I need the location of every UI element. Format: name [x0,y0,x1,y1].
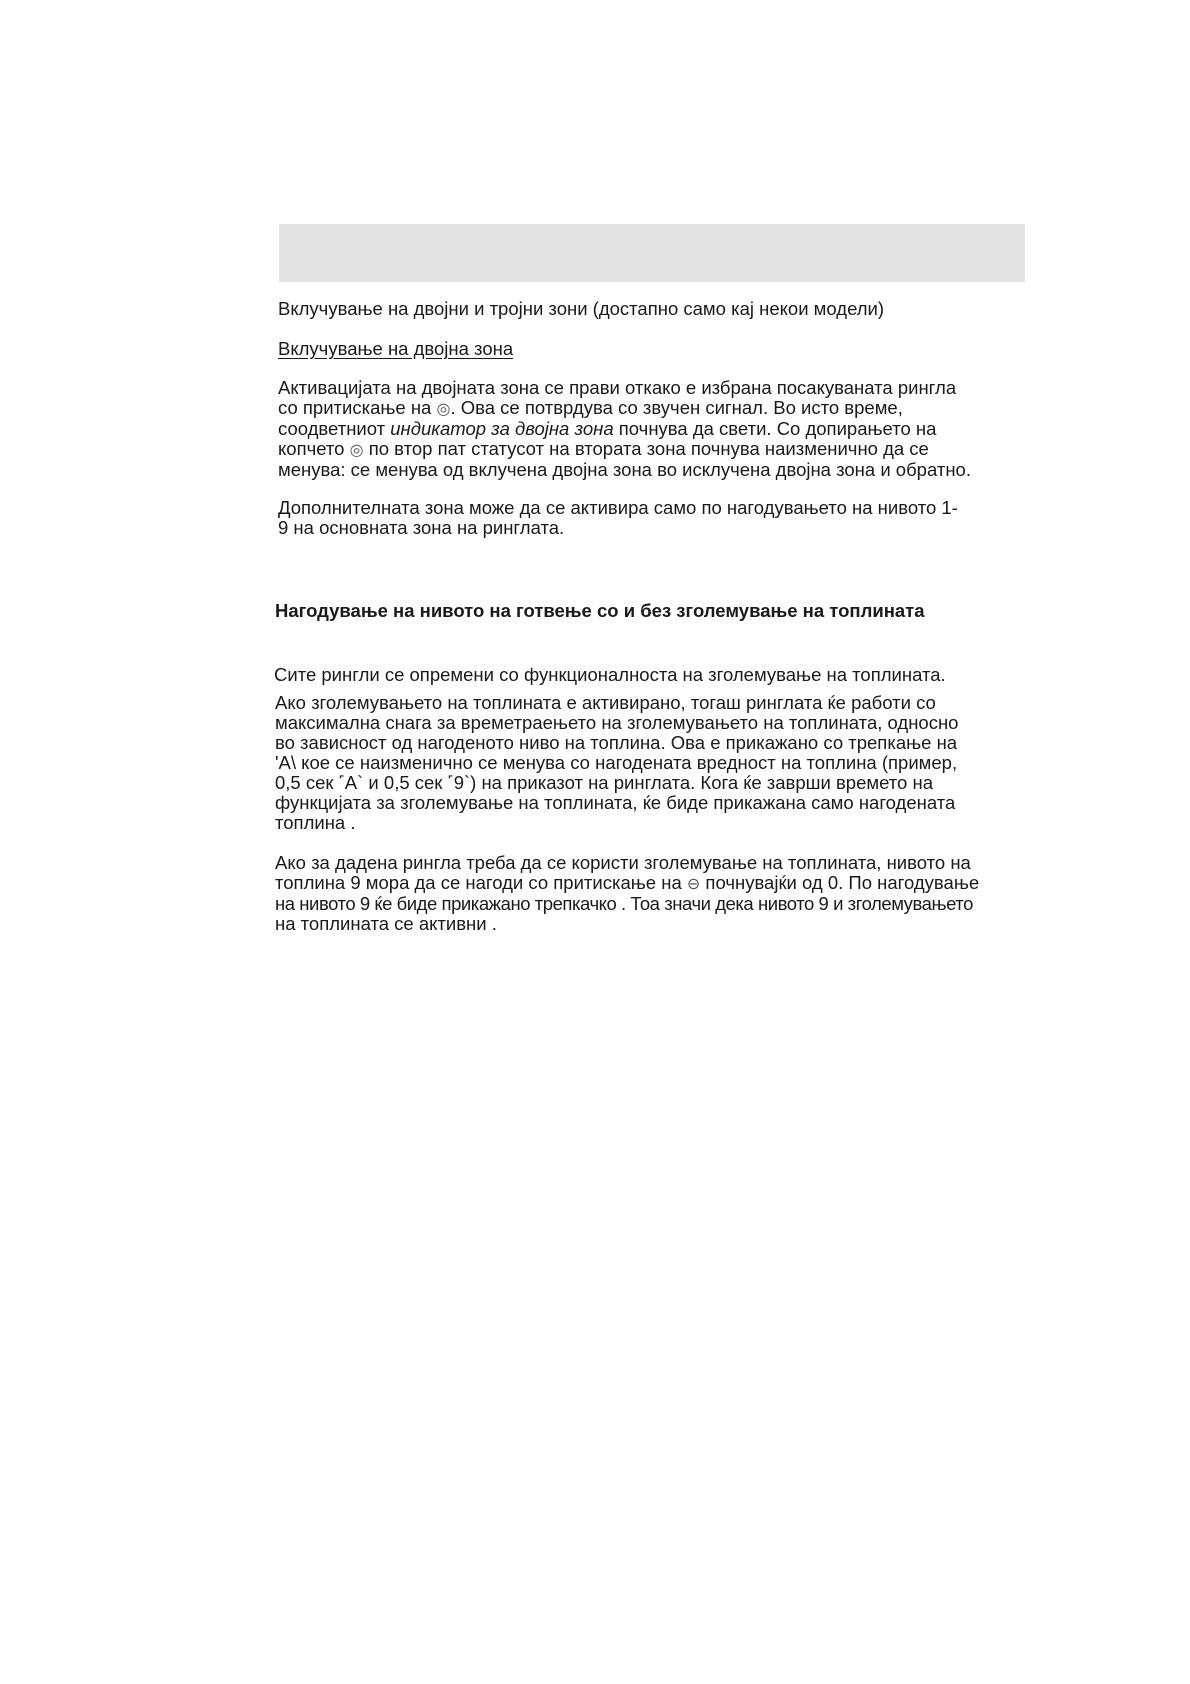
minus-circle-icon: ⊖ [686,874,701,893]
text-fragment: топлина 9 мора да се нагоди со притискање на [275,872,687,893]
text-line: на нивото 9 ќе биде прикажано трепкачко . Тоа значи дека нивото 9 и зголемувањето [275,893,973,914]
text-fragment: соодветниот [278,418,391,439]
section2-intro: Сите рингли се опремени со функционалноста на зголемување на топлината. [274,664,946,685]
section2-paragraph2 [275,853,1025,934]
section1-paragraph2 [278,498,1028,538]
dual-zone-indicator-term: индикатор за двојна зона [390,418,614,439]
text-fragment: . Ова се потврдува со звучен сигнал. Во исто време, [450,397,903,418]
section2-intro-block [274,665,1024,685]
text-line: 0,5 сек ˹A` и 0,5 сек ˹9`) на приказот на ринглата. Кога ќе заврши времето на [275,772,933,793]
text-line: максимална снага за времетраењето на зголемувањето на топлината, односно [275,712,959,733]
section1-subheading: Вклучување на двојна зона [278,338,514,359]
dual-zone-icon: ◎ [436,399,451,418]
text-line: во зависност од нагоденото ниво на топлина. Ова е прикажано со трепкање на [275,732,958,753]
text-line: менува: се менува од вклучена двојна зона во исклучена двојна зона и обратно. [278,459,971,480]
dual-zone-icon: ◎ [349,440,364,459]
text-line [278,419,1028,439]
section1-heading-block [278,299,1028,319]
text-line: Ако за дадена рингла треба да се користи зголемување на топлината, нивото на [275,852,971,873]
header-bar [279,224,1025,282]
text-line: топлина . [275,812,356,833]
section2-paragraph1 [275,693,1025,833]
text-line: 'A\ кое се наизменично се менува со нагодената вредност на топлина (пример, [275,752,958,773]
text-fragment: со притискање на [278,397,437,418]
text-line: на топлината се активни . [275,913,497,934]
section1-paragraph1 [278,378,1028,480]
text-fragment: копчето [278,438,350,459]
section2-title: Нагодување на нивото на готвење со и без зголемување на топлината [275,600,925,621]
section1-subheading-block [278,339,1028,359]
text-fragment: почнувајќи од 0. По нагодување [700,872,980,893]
text-line [278,398,1028,419]
text-line [278,439,1028,460]
text-line: 9 на основната зона на ринглата. [278,517,565,538]
text-fragment: по втор пат статусот на втората зона почнува наизменично да се [363,438,929,459]
text-line: Дополнителната зона може да се активира само по нагодувањето на нивото 1- [278,497,958,518]
section1-heading: Вклучување на двојни и тројни зони (достапно само кај некои модели) [278,298,885,319]
text-line: Ако зголемувањето на топлината е активирано, тогаш ринглата ќе работи со [275,692,936,713]
text-line [275,873,1025,894]
text-line: функцијата за зголемување на топлината, ќе биде прикажана само нагодената [275,792,956,813]
text-line: Активацијата на двојната зона се прави откако е избрана посакуваната рингла [278,377,957,398]
text-fragment: почнува да свети. Со допирањето на [613,418,937,439]
